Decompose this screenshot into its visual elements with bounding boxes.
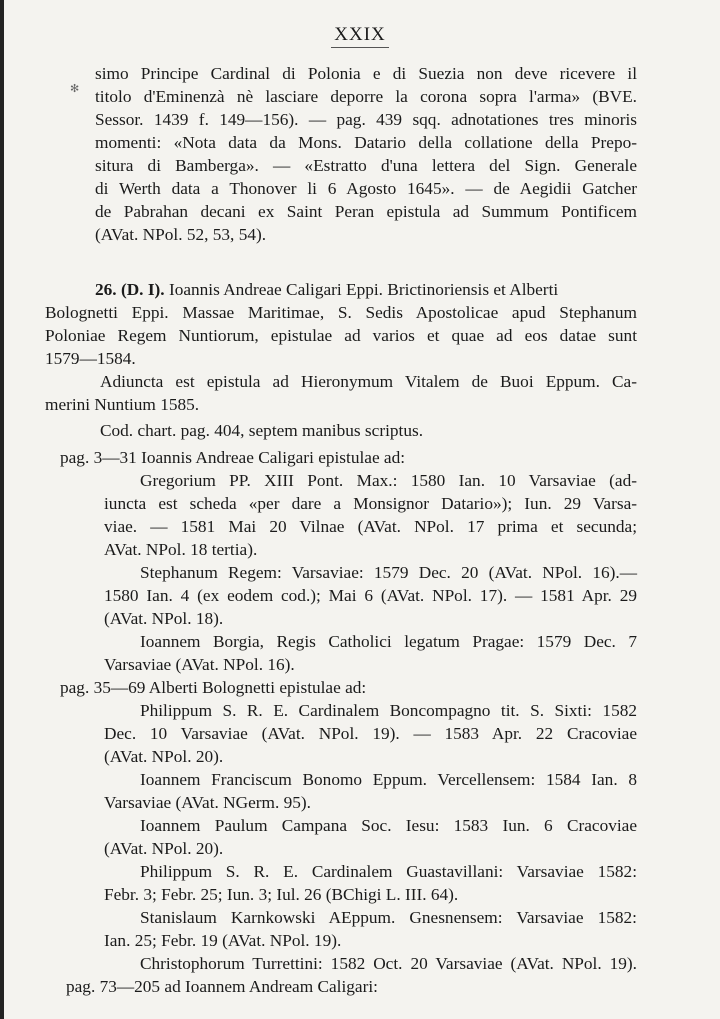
text-line: Ioannem Paulum Campana Soc. Iesu: 1583 Iun. 6 Cracoviae bbox=[140, 816, 637, 835]
text-line: Varsaviae (AVat. NGerm. 95). bbox=[104, 793, 311, 812]
text-line: iuncta est scheda «per dare a Monsignor Datario»); Iun. 29 Varsa- bbox=[104, 494, 637, 513]
text-line: AVat. NPol. 18 tertia). bbox=[104, 540, 258, 559]
text-line: (AVat. NPol. 20). bbox=[104, 747, 224, 766]
entry-number: 26. bbox=[95, 280, 117, 299]
text-line: Cod. chart. pag. 404, septem manibus scriptus. bbox=[100, 421, 424, 440]
text-line: (AVat. NPol. 52, 53, 54). bbox=[95, 225, 267, 244]
text-line: Febr. 3; Febr. 25; Iun. 3; Iul. 26 (BChigi L. III. 64). bbox=[104, 885, 459, 904]
text-line: Stanislaum Karnkowski AEppum. Gnesnensem: Varsaviae 1582: bbox=[140, 908, 637, 927]
text-line: Poloniae Regem Nuntiorum, epistulae ad varios et quae ad eos datae sunt bbox=[45, 326, 637, 345]
text-line: Philippum S. R. E. Cardinalem Guastavillani: Varsaviae 1582: bbox=[140, 862, 637, 881]
text-line: viae. — 1581 Mai 20 Vilnae (AVat. NPol. 17 prima et secunda; bbox=[104, 517, 637, 536]
text-line: momenti: «Nota data da Mons. Datario della collatione della Prepo- bbox=[95, 133, 637, 152]
section-heading: pag. 35—69 Alberti Bolognetti epistulae ad: bbox=[60, 678, 367, 697]
text-line: titolo d'Eminenzà nè lasciare deporre la corona sopra l'arma» (BVE. bbox=[95, 87, 637, 106]
text-line: Dec. 10 Varsaviae (AVat. NPol. 19). — 1583 Apr. 22 Cracoviae bbox=[104, 724, 637, 743]
text-line: Christophorum Turrettini: 1582 Oct. 20 Varsaviae (AVat. NPol. 19). bbox=[140, 954, 637, 973]
entry-heading bbox=[95, 279, 637, 301]
text-line: Bolognetti Eppi. Massae Maritimae, S. Sedis Apostolicae apud Stephanum bbox=[45, 303, 637, 322]
text-line: merini Nuntium 1585. bbox=[45, 395, 200, 414]
text-line: Ian. 25; Febr. 19 (AVat. NPol. 19). bbox=[104, 931, 342, 950]
text-line: Varsaviae (AVat. NPol. 16). bbox=[104, 655, 295, 674]
text-line: di Werth data a Thonover li 6 Agosto 1645». — de Aegidii Gatcher bbox=[95, 179, 637, 198]
page-header bbox=[0, 24, 720, 46]
text-line: Sessor. 1439 f. 149—156). — pag. 439 sqq. adnotationes tres minoris bbox=[95, 110, 637, 129]
text-line: Adiuncta est epistula ad Hieronymum Vitalem de Buoi Eppum. Ca- bbox=[100, 372, 637, 391]
entry-code: (D. I). bbox=[120, 280, 165, 299]
text-line: 1580 Ian. 4 (ex eodem cod.); Mai 6 (AVat. NPol. 17). — 1581 Apr. 29 bbox=[104, 586, 637, 605]
section-heading: pag. 3—31 Ioannis Andreae Caligari epistulae ad: bbox=[60, 448, 406, 467]
entry-title: Ioannis Andreae Caligari Eppi. Brictinoriensis et Alberti bbox=[168, 280, 559, 299]
text-line: 1579—1584. bbox=[45, 349, 136, 368]
text-line: Philippum S. R. E. Cardinalem Boncompagno tit. S. Sixti: 1582 bbox=[140, 701, 637, 720]
text-line: simo Principe Cardinal di Polonia e di Suezia non deve ricevere il bbox=[95, 64, 637, 83]
text-line: de Pabrahan decani ex Saint Peran epistula ad Summum Pontificem bbox=[95, 202, 637, 221]
text-line: Ioannem Franciscum Bonomo Eppum. Vercellensem: 1584 Ian. 8 bbox=[140, 770, 637, 789]
text-line: situra di Bamberga». — «Estratto d'una lettera del Sign. Generale bbox=[95, 156, 637, 175]
page-number: XXIX bbox=[331, 24, 389, 48]
text-line: (AVat. NPol. 20). bbox=[104, 839, 224, 858]
margin-mark: ✻ bbox=[70, 83, 80, 95]
text-line: Stephanum Regem: Varsaviae: 1579 Dec. 20 (AVat. NPol. 16).— bbox=[140, 563, 637, 582]
section-heading: pag. 73—205 ad Ioannem Andream Caligari: bbox=[66, 977, 378, 996]
text-line: Gregorium PP. XIII Pont. Max.: 1580 Ian. 10 Varsaviae (ad- bbox=[140, 471, 637, 490]
text-line: (AVat. NPol. 18). bbox=[104, 609, 224, 628]
text-line: Ioannem Borgia, Regis Catholici legatum Pragae: 1579 Dec. 7 bbox=[140, 632, 637, 651]
binding-edge bbox=[0, 0, 4, 1019]
